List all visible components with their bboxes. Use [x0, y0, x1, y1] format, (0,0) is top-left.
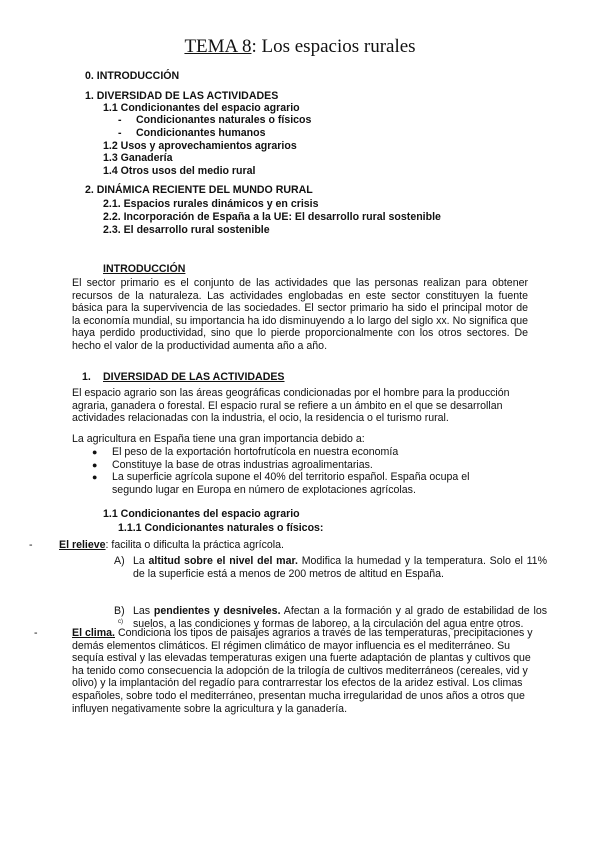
relieve-point-c-label: c): [118, 619, 123, 625]
toc-item: 1.2 Usos y aprovechamientos agrarios: [103, 140, 297, 152]
clima-term: El clima.: [72, 627, 115, 639]
section1-number: 1.: [82, 371, 91, 383]
toc-item: Condicionantes humanos: [136, 127, 266, 139]
toc-item: 0. INTRODUCCIÓN: [85, 70, 180, 82]
point-text: Las: [133, 605, 154, 618]
point-label: A): [114, 555, 125, 567]
toc-item: 1.4 Otros usos del medio rural: [103, 165, 256, 177]
toc-item: 2.3. El desarrollo rural sostenible: [103, 224, 270, 236]
document-title: [0, 36, 600, 58]
relieve-term: El relieve: [59, 539, 106, 551]
toc-dash: -: [118, 127, 122, 139]
intro-heading: INTRODUCCIÓN: [103, 263, 186, 275]
point-text: Afectan a la formación y al grado de estabilidad de los suelos, a las condiciones y formas de laboreo, a la circulación del agua entre otros.: [133, 605, 548, 630]
toc-item: Condicionantes naturales o físicos: [136, 114, 312, 126]
list-item: ● El peso de la exportación hortofrutícola en nuestra economía: [92, 446, 512, 459]
subsubsection-heading: 1.1.1 Condicionantes naturales o físicos:: [118, 522, 324, 534]
list-item: ● La superficie agrícola supone el 40% del territorio español. España ocupa el segundo lugar en Europa en número de explotaciones agrícolas.: [92, 471, 512, 496]
section1-paragraph: El espacio agrario son las áreas geográficas condicionadas por el hombre para la producción agraria, ganadera o forestal. El espacio rural se refiere a un ámbito en el que se desarrollan actividades relacionadas con la industria, el ocio, la residencia o el turismo rural.: [72, 387, 510, 425]
title-topic-number: TEMA 8: [184, 36, 252, 57]
toc-item: 1.3 Ganadería: [103, 152, 173, 164]
clima-item: [34, 627, 534, 715]
point-label: B): [114, 605, 125, 618]
importance-list: [92, 446, 512, 496]
toc-dash: -: [118, 114, 122, 126]
toc-item: 2. DINÁMICA RECIENTE DEL MUNDO RURAL: [85, 184, 313, 196]
point-text: La: [133, 555, 149, 567]
intro-paragraph: El sector primario es el conjunto de las actividades que las personas realizan para obtener recursos de la naturaleza. Las actividades englobadas en este sector constituyen la fuente básica para la supervivencia de las sociedades. El sector primario ha sido el principal motor de la economía mundial, su importancia ha ido disminuyendo a lo largo del siglo xx. No significa que haya perdido productividad, sino que lo pierde proporcionalmente con los otros sectores. De hecho el valor de la productividad aumenta año a año.: [72, 277, 528, 352]
title-topic-name: : Los espacios rurales: [251, 36, 416, 57]
clima-text: Condiciona los tipos de paisajes agrarios a través de las temperaturas, precipitaciones y demás elementos climáticos. El régimen climático de mayor influencia es el mediterráneo. Su sequía estival y las elevadas temperaturas exigen una fuerte adaptación de plantas y cultivos que ha tenido como consecuencia la adopción de la trilogía de cultivos mediterráneos (cereales, vid y olivo) y la implantación del regadío para contrarrestar los efectos de la aridez estival. Los climas españoles, sobre todo el mediterráneo, presentan mucha irregularidad de unos años a otros que influyen negativamente sobre la agricultura y la ganadería.: [72, 627, 533, 715]
section1-lead: La agricultura en España tiene una gran importancia debido a:: [72, 433, 365, 445]
relieve-text: : facilita o dificulta la práctica agrícola.: [105, 539, 284, 551]
relieve-point-a: [114, 555, 547, 580]
point-term: pendientes y desniveles.: [153, 605, 281, 618]
point-text: Modifica la humedad y la temperatura. Solo el 11% de la superficie está a menos de 200 metros de altitud en España.: [133, 555, 547, 580]
list-item: ● Constituye la base de otras industrias agroalimentarias.: [92, 459, 512, 472]
clima-paragraph: [72, 627, 534, 715]
toc-item: 2.2. Incorporación de España a la UE: El desarrollo rural sostenible: [103, 211, 441, 223]
toc-item: 1.1 Condicionantes del espacio agrario: [103, 102, 300, 114]
list-dash: -: [29, 539, 33, 551]
section1-heading: DIVERSIDAD DE LAS ACTIVIDADES: [103, 371, 285, 383]
list-dash: -: [34, 627, 38, 639]
subsection-heading: 1.1 Condicionantes del espacio agrario: [103, 508, 300, 520]
toc-item: 2.1. Espacios rurales dinámicos y en crisis: [103, 198, 319, 210]
point-term: altitud sobre el nivel del mar.: [148, 555, 298, 567]
relieve-item: [29, 539, 529, 552]
toc-item: 1. DIVERSIDAD DE LAS ACTIVIDADES: [85, 90, 279, 102]
